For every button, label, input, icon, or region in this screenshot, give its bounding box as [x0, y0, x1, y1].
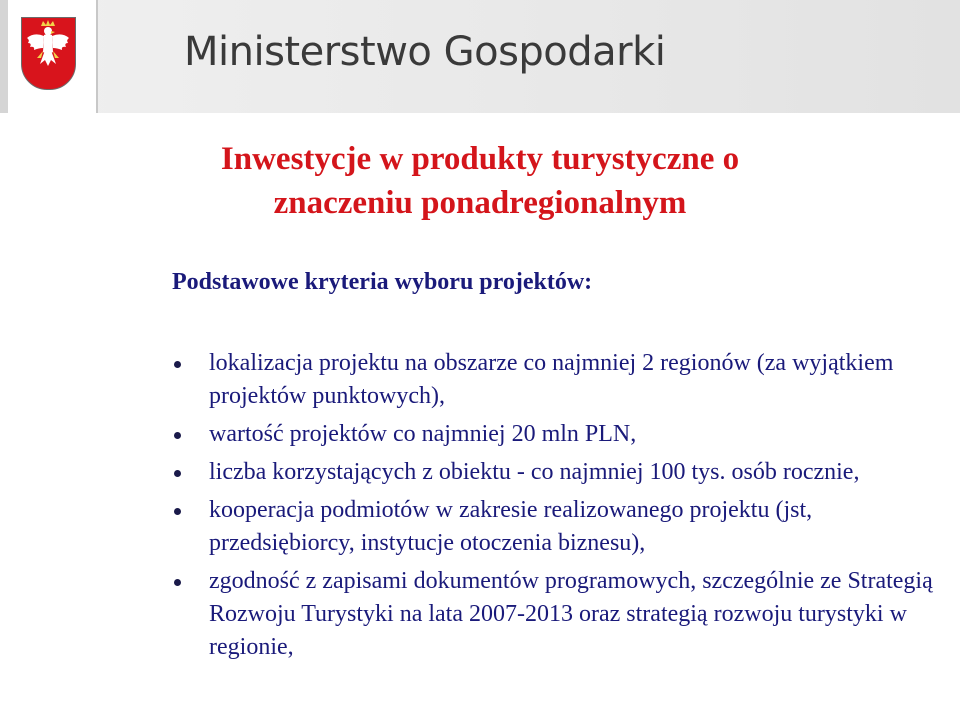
criteria-list	[170, 347, 940, 669]
criteria-item	[170, 565, 940, 664]
bullet-icon	[174, 361, 181, 368]
criteria-item	[170, 494, 940, 560]
criteria-item-text: lokalizacja projektu na obszarze co najmniej 2 regionów (za wyjątkiem projektów punktowych),	[209, 350, 894, 409]
bullet-icon	[174, 432, 181, 439]
polish-eagle-icon	[21, 17, 76, 90]
criteria-item-text: kooperacja podmiotów w zakresie realizowanego projektu (jst, przedsiębiorcy, instytucje otoczenia biznesu),	[209, 497, 813, 556]
header-divider	[96, 0, 98, 113]
header-side-stripe	[0, 0, 8, 113]
ministry-name: Ministerstwo Gospodarki	[184, 29, 666, 75]
ministry-header	[0, 0, 960, 113]
bullet-icon	[174, 508, 181, 515]
bullet-icon	[174, 470, 181, 477]
criteria-heading: Podstawowe kryteria wyboru projektów:	[172, 269, 593, 295]
criteria-item	[170, 418, 940, 451]
criteria-item-text: liczba korzystających z obiektu - co najmniej 100 tys. osób rocznie,	[209, 459, 860, 485]
bullet-icon	[174, 579, 181, 586]
emblem-box	[8, 0, 96, 113]
criteria-item-text: wartość projektów co najmniej 20 mln PLN,	[209, 421, 637, 447]
criteria-item-text: zgodność z zapisami dokumentów programowych, szczególnie ze Strategią Rozwoju Turystyki na lata 2007-2013 oraz strategią rozwoju turystyki w regionie,	[209, 568, 933, 660]
criteria-item	[170, 456, 940, 489]
slide-title: Inwestycje w produkty turystyczne o znaczeniu ponadregionalnym	[220, 141, 740, 221]
criteria-item	[170, 347, 940, 413]
